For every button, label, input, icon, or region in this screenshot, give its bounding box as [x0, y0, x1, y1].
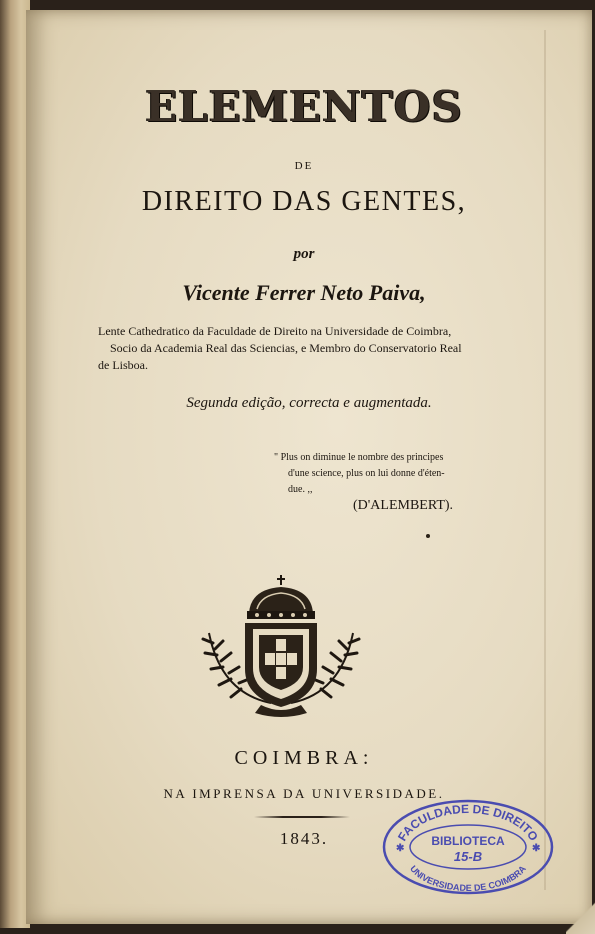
epigraph-line-2: d'une science, plus on lui donne d'éten- — [288, 468, 445, 479]
stamp-top-text: FACULDADE DE DIREITO — [395, 801, 541, 844]
imprint-year: 1843. — [279, 829, 329, 848]
author-credentials — [98, 323, 478, 374]
epigraph-line-3: due. ,, — [288, 484, 313, 495]
library-stamp — [380, 795, 556, 895]
stamp-center-text: BIBLIOTECA — [431, 834, 505, 848]
book-subtitle: DIREITO DAS GENTES, — [141, 186, 467, 217]
ink-speck — [426, 534, 430, 538]
imprint-press: NA IMPRENSA DA UNIVERSIDADE. — [163, 786, 445, 801]
credentials-line-1: Lente Cathedratico da Faculdade de Direito na Universidade de Coimbra, — [98, 324, 452, 338]
title-preposition: DE — [294, 160, 314, 172]
imprint-divider — [254, 816, 350, 818]
edition-note: Segunda edição, correcta e augmentada. — [186, 395, 432, 411]
stamp-shelf-mark: 15-B — [453, 849, 483, 864]
stamp-star-right-icon: ✱ — [532, 843, 541, 854]
epigraph-author: (D'ALEMBERT). — [353, 498, 454, 513]
book-title: ELEMENTOS — [145, 82, 463, 131]
royal-coat-of-arms-icon — [201, 573, 361, 718]
epigraph-line-1: " Plus on diminue le nombre des principes — [274, 452, 444, 463]
by-line: por — [293, 246, 315, 262]
svg-text:UNIVERSIDADE DE COIMBRA — [408, 863, 528, 893]
credentials-line-3: de Lisboa. — [98, 358, 148, 372]
page-corner — [566, 880, 595, 934]
stamp-bottom-text: UNIVERSIDADE DE COIMBRA — [408, 863, 528, 894]
epigraph — [274, 450, 489, 498]
credentials-line-2: Socio da Academia Real das Sciencias, e Membro do Conservatorio Real — [110, 341, 462, 355]
imprint-city: COIMBRA: — [234, 747, 374, 769]
title-page — [26, 10, 592, 924]
stamp-star-left-icon: ✱ — [396, 843, 405, 854]
author-name: Vicente Ferrer Neto Paiva, — [182, 280, 426, 305]
